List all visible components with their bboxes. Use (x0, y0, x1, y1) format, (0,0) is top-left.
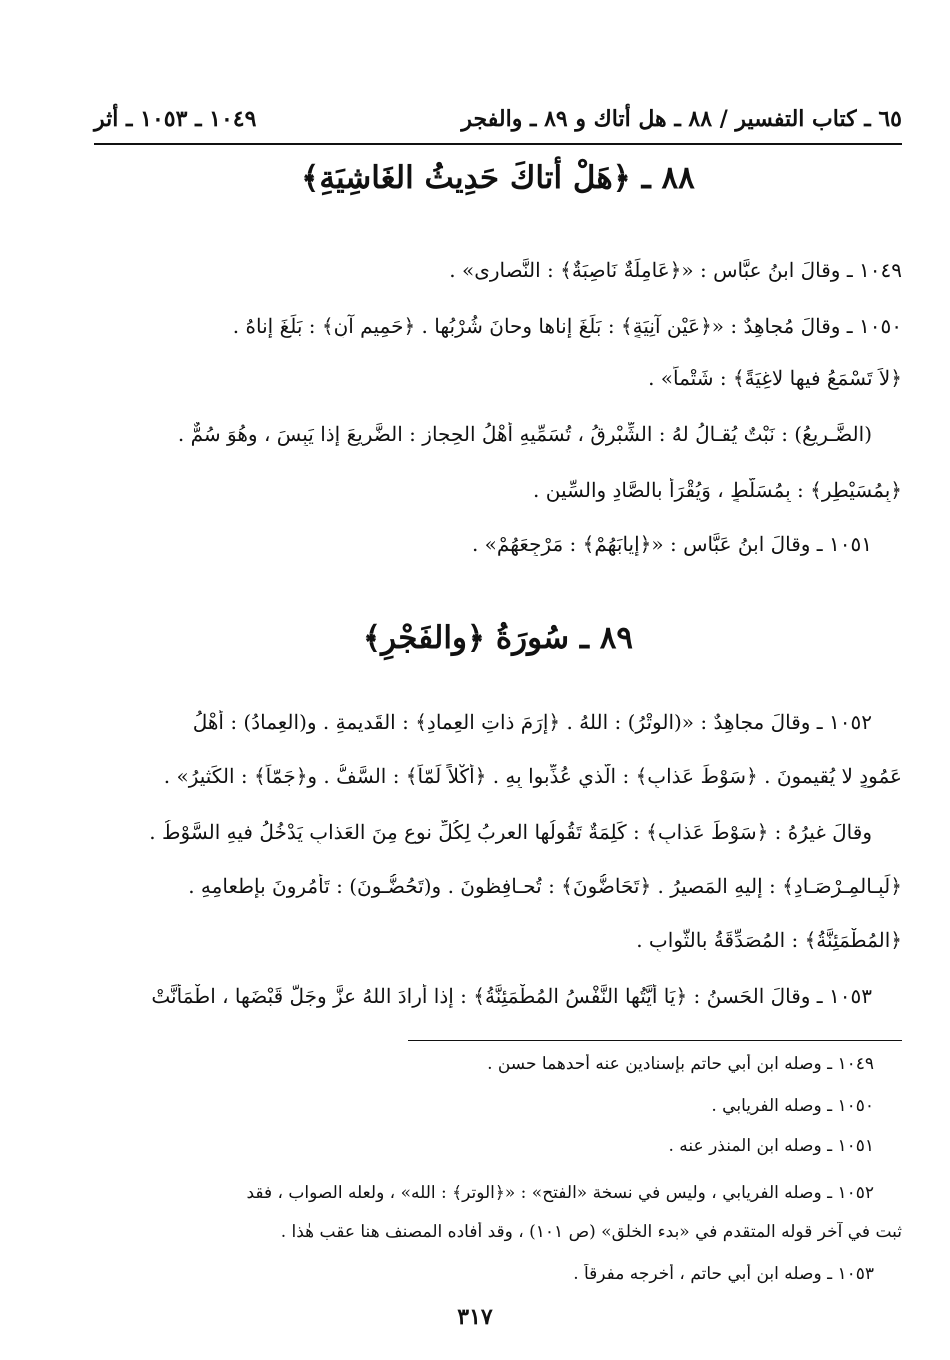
footnote-divider (408, 1040, 902, 1041)
header-divider (94, 143, 902, 145)
footnote: ١٠٥٣ ـ وصله ابن أبي حاتم ، أخرجه مفرقاً . (573, 1264, 874, 1284)
body-line: عَمُودٍ لا يُقيمونَ . ﴿سَوْطَ عَذابٍ﴾ : الَّذي عُذِّبوا بِهِ . ﴿أَكْلاً لَمّاً﴾ : السَّفُّ . و﴿جَمّاً﴾ : الكَثيرُ» . (163, 764, 902, 788)
body-line: ﴿لاَ تَسْمَعُ فيها لاغِيَةً﴾ : شَتْماً» . (648, 366, 902, 390)
footnote: ثبت في آخر قوله المتقدم في «بدء الخلق» (ص ١٠١) ، وقد أفاده المصنف هنا عقب هٰذا . (280, 1222, 902, 1242)
footnote: ١٠٥٢ ـ وصله الفريابي ، وليس في نسخة «الفتح» : «﴿الوتر﴾ : الله» ، ولعله الصواب ، فقد (246, 1183, 874, 1203)
surah-89-heading: ٨٩ ـ سُورَةُ ﴿والفَجْرِ﴾ (362, 620, 634, 656)
running-header (94, 98, 902, 140)
body-line: ﴿بِمُسَيْطِرٍ﴾ : بِمُسَلَّطٍ ، وَيُقْرَأُ بالصَّادِ والسِّينِ . (533, 478, 902, 502)
body-line: ١٠٥١ ـ وقالَ ابنُ عَبَّاسٍ : «﴿إِيابَهُمْ﴾ : مَرْجِعَهُمْ» . (471, 532, 872, 556)
page-number: ٣١٧ (457, 1304, 493, 1330)
body-line: وقالَ غيرُهُ : ﴿سَوْطَ عَذابٍ﴾ : كَلِمَةٌ تَقُولُها العربُ لِكُلِّ نوعٍ مِنَ العَذابِ يَدْخُلُ فيهِ السَّوْطُ . (149, 820, 872, 844)
footnote: ١٠٤٩ ـ وصله ابن أبي حاتم بإسنادين عنه أحدهما حسن . (487, 1054, 874, 1074)
body-line: ﴿لَبِـالمِـرْصَـادِ﴾ : إِليهِ المَصيرُ . ﴿تَحَاضُّونَ﴾ : تُحـافِظونَ . و(تَحُضُّـونَ) : تَأْمُرونَ بإِطعامِهِ . (188, 874, 902, 898)
body-line: ١٠٥٣ ـ وقالَ الحَسنُ : ﴿يَا أَيَّتُها النَّفْسُ المُطْمَئِنَّةُ﴾ : إِذا أَرادَ اللهُ عزَّ وجَلَّ قَبْضَها ، اطْمَأَنَّتْ (151, 984, 872, 1008)
body-line: ١٠٥٠ ـ وقالَ مُجاهِدٌ : «﴿عَيْنٍ آنِيَةٍ﴾ : بَلَغَ إِناها وحانَ شُرْبُها . ﴿حَمِيمٍ آنٍ﴾ : بَلَغَ إِناهُ . (232, 314, 902, 338)
footnote: ١٠٥١ ـ وصله ابن المنذر عنه . (668, 1136, 874, 1156)
footnote: ١٠٥٠ ـ وصله الفريابي . (711, 1096, 874, 1116)
body-line: (الضَّـرِيعُ) : نَبْتٌ يُقـالُ لهُ : الشِّبْرِقُ ، تُسَمِّيهِ أَهْلُ الحِجازِ : الضَّرِيعَ إِذا يَبِسَ ، وهُوَ سُمٌّ . (177, 422, 872, 446)
body-line: ١٠٤٩ ـ وقالَ ابنُ عبَّاس : «﴿عَامِلَةٌ نَاصِبَةٌ﴾ : النَّصارى» . (449, 258, 902, 282)
header-range: ١٠٤٩ ـ ١٠٥٣ ـ أثر (94, 106, 257, 132)
header-title: ٦٥ ـ كتاب التفسير / ٨٨ ـ هل أتاك و ٨٩ ـ والفجر (461, 106, 902, 132)
body-line: ١٠٥٢ ـ وقالَ مجاهِدٌ : «(الوِتْرُ) : اللهُ . ﴿إِرَمَ ذاتِ العِمادِ﴾ : القَديمةِ . و(العِمادُ) : أَهْلُ (192, 710, 872, 734)
body-line: ﴿المُطْمَئِنَّةُ﴾ : المُصَدِّقَةُ بالثَّوابِ . (636, 928, 902, 952)
surah-88-heading: ٨٨ ـ ﴿هَلْ أتاكَ حَدِيثُ الغَاشِيَةِ﴾ (301, 160, 695, 196)
